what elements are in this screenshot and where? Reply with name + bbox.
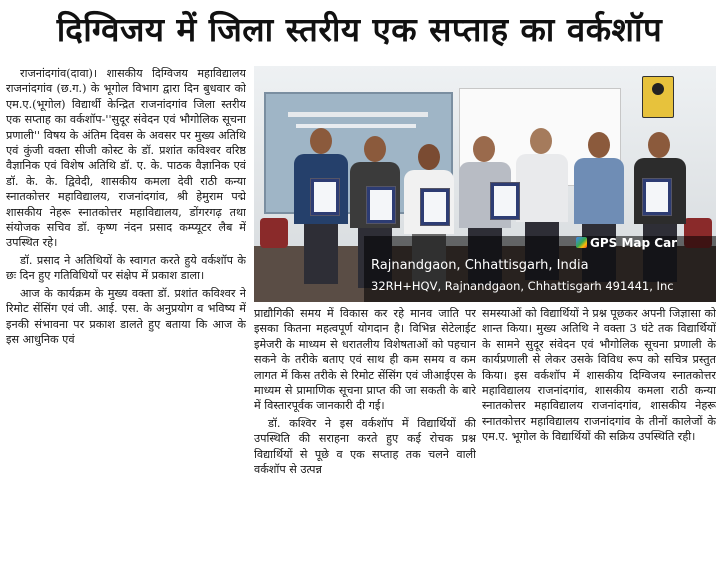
map-pin-icon bbox=[576, 237, 587, 248]
certificate bbox=[642, 178, 672, 216]
paragraph: डॉ. प्रसाद ने अतिथियों के स्वागत करते हुये वर्कशॉप के छः दिन हुए गतिविधियों पर संक्षेप में प्रकाश डाला। bbox=[6, 253, 246, 283]
gps-badge bbox=[576, 234, 716, 252]
certificate bbox=[420, 188, 450, 226]
gps-address: 32RH+HQV, Rajnandgaon, Chhattisgarh 491441, Inc bbox=[371, 279, 674, 293]
headline: दिग्विजय में जिला स्तरीय एक सप्ताह का वर्कशॉप bbox=[56, 10, 663, 49]
paragraph: प्राद्यौगिकी समय में विकास कर रहे मानव जाति पर इसका कितना महत्वपूर्ण योगदान है। विभिन्न सेटेलाईट इमेजरी के माध्यम से धरातलीय विशेषताओं को पहचान सकने के तरीके बताए एवं साथ ही कम समय व कम लागत में किस तरीके से रिमोट सेंसिंग एवं जीआईएस के माध्यम से प्रामाणिक सूचना प्राप्त की जा सकती के बारे में विस्तारपूर्वक जानकारी दी गई। bbox=[254, 307, 476, 413]
article-column-3 bbox=[482, 306, 716, 569]
caution-sign bbox=[642, 76, 674, 118]
certificate bbox=[366, 186, 396, 224]
certificate bbox=[490, 182, 520, 220]
gps-badge-label: GPS Map Car bbox=[590, 236, 678, 250]
gps-location: Rajnandgaon, Chhattisgarh, India bbox=[371, 258, 589, 273]
certificate bbox=[310, 178, 340, 216]
paragraph: आज के कार्यक्रम के मुख्य वक्ता डॉ. प्रशांत कविश्वर ने रिमोट सेंसिंग एवं जी. आई. एस. के अनुप्रयोग व भविष्य में इनकी संभावना पर प्रकाश डालते हुए बताया कि आज के इस आधुनिक एवं bbox=[6, 286, 246, 346]
event-photo bbox=[254, 66, 716, 302]
chair bbox=[260, 218, 288, 248]
paragraph: डॉ. कश्विर ने इस वर्कशॉप में विद्यार्थियों की उपस्थिति की सराहना करते हुए कई रोचक प्रश्न विद्यार्थियों से पूछे व एक सप्ताह तक चलने वाली वर्कशॉप से उत्पन्न bbox=[254, 416, 476, 477]
paragraph: समस्याओं को विद्यार्थियों ने प्रश्न पूछकर अपनी जिज्ञासा को शान्त किया। मुख्य अतिथि ने वक्ता 3 घंटे तक विद्यार्थियों के सामने सुदूर संवेदन एवं भौगोलिक सूचना प्रणाली के कार्यप्रणाली से लेकर उसके विविध रूप को सचित्र प्रस्तुत किया। इस वर्कशॉप में शासकीय दिग्विजय स्नातकोत्तर महाविद्यालय राजनांदगांव, शासकीय कमला राठी कन्या स्नातकोत्तर महाविद्यालय राजनांदगांव, शासकीय नेहरू स्नातकोत्तर महाविद्यालय राजनांदगांव के तीनों कालेजों के एम.ए. भूगोल के विद्यार्थियों की सक्रिय उपस्थिति रही। bbox=[482, 307, 716, 444]
article-column-1 bbox=[6, 66, 246, 569]
article-column-2 bbox=[254, 306, 476, 569]
paragraph: राजनांदगांव(दावा)। शासकीय दिग्विजय महाविद्यालय राजनांदगांव (छ.ग.) के भूगोल विभाग द्वारा दिन बुधवार को एम.ए.(भूगोल) विद्यार्थी केन्द्रित राजनांदगांव जिला स्तरीय एक सप्ताह का वर्कशॉप-''सुदूर संवेदन एवं भौगोलिक सूचना प्रणाली'' विषय के अंतिम दिवस के अवसर पर मुख्य अतिथि एवं कुंजी वक्ता सीजी कोस्ट के डॉ. प्रशांत कविश्वर वरिष्ठ वैज्ञानिक एवं विशेष अतिथि डॉ. ए. के. पाठक वैज्ञानिक एवं डॉ. के. के. द्विवेदी, शासकीय कमला देवी राठी कन्या स्नातकोत्तर महाविद्यालय, राजनांदगांव, श्री हेमुराम पद्मे शासकीय नेहरू स्नातकोत्तर महाविद्यालय, डोंगरगढ़ तथा संयोजक सचिव डॉ. कृष्ण नंदन प्रसाद कम्प्यूटर लैब में उपस्थित रहे। bbox=[6, 67, 246, 250]
